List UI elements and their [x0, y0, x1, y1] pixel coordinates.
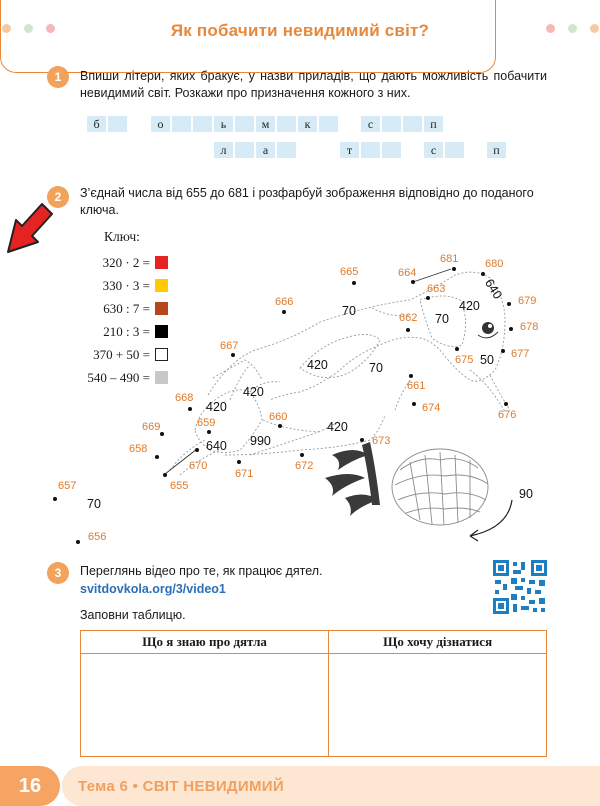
- table-header: Що я знаю про дятла: [81, 631, 329, 654]
- task-2-text: З’єднай числа від 655 до 681 і розфарбуй зображення відповідно до поданого ключа.: [80, 186, 534, 217]
- qr-code-icon[interactable]: [493, 560, 547, 614]
- code-420: 420: [206, 400, 227, 414]
- code-640: 640: [481, 276, 505, 302]
- letter-cell[interactable]: с: [361, 116, 380, 132]
- table-cell[interactable]: [81, 654, 329, 757]
- key-expression: 210 : 3 =: [103, 324, 150, 339]
- letter-cell[interactable]: с: [424, 142, 443, 158]
- table-cell[interactable]: [329, 654, 547, 757]
- notes-table: [80, 630, 547, 757]
- code-420: 420: [307, 358, 328, 372]
- page-number: 16: [0, 766, 60, 806]
- letter-cell[interactable]: т: [340, 142, 359, 158]
- code-640: 640: [206, 439, 227, 453]
- task-3-badge: 3: [47, 562, 69, 584]
- code-70: 70: [342, 304, 356, 318]
- page-title: Як побачити невидимий світ?: [170, 21, 430, 40]
- table-header: Що хочу дізнатися: [329, 631, 547, 654]
- video-link[interactable]: svitdovkola.org/3/video1: [80, 582, 226, 596]
- letter-cell[interactable]: ь: [214, 116, 233, 132]
- letter-cell[interactable]: б: [87, 116, 106, 132]
- letter-cell[interactable]: о: [151, 116, 170, 132]
- key-expression: 320 · 2 =: [102, 255, 150, 270]
- letter-cell[interactable]: п: [487, 142, 506, 158]
- footer-topic: Тема 6 • СВІТ НЕВИДИМИЙ: [78, 778, 284, 795]
- letter-cell[interactable]: л: [214, 142, 233, 158]
- code-70: 70: [87, 497, 101, 511]
- code-70: 70: [435, 312, 449, 326]
- letter-cell[interactable]: п: [424, 116, 443, 132]
- key-title: Ключ:: [104, 229, 140, 244]
- task-2-badge: 2: [47, 186, 69, 208]
- code-90: 90: [519, 487, 533, 501]
- key-expression: 540 – 490 =: [87, 370, 150, 385]
- letter-cell[interactable]: к: [298, 116, 317, 132]
- code-990: 990: [250, 434, 271, 448]
- key-expression: 370 + 50 =: [93, 347, 150, 362]
- task-1-badge: 1: [47, 66, 69, 88]
- code-70: 70: [369, 361, 383, 375]
- letter-cell[interactable]: а: [256, 142, 275, 158]
- key-expression: 330 · 3 =: [102, 278, 150, 293]
- letter-cell[interactable]: м: [256, 116, 275, 132]
- code-420: 420: [459, 299, 480, 313]
- code-50: 50: [480, 353, 494, 367]
- code-420: 420: [327, 420, 348, 434]
- task-1-text: Впиши літери, яких бракує, у назви приладів, що дають можливість побачити невидимий світ. Розкажи про призначення кожного з них.: [80, 69, 547, 100]
- task-3-text: Переглянь відео про те, як працює дятел.: [80, 564, 323, 578]
- key-expression: 630 : 7 =: [103, 301, 150, 316]
- code-420: 420: [243, 385, 264, 399]
- table-instruction: Заповни таблицю.: [80, 608, 186, 622]
